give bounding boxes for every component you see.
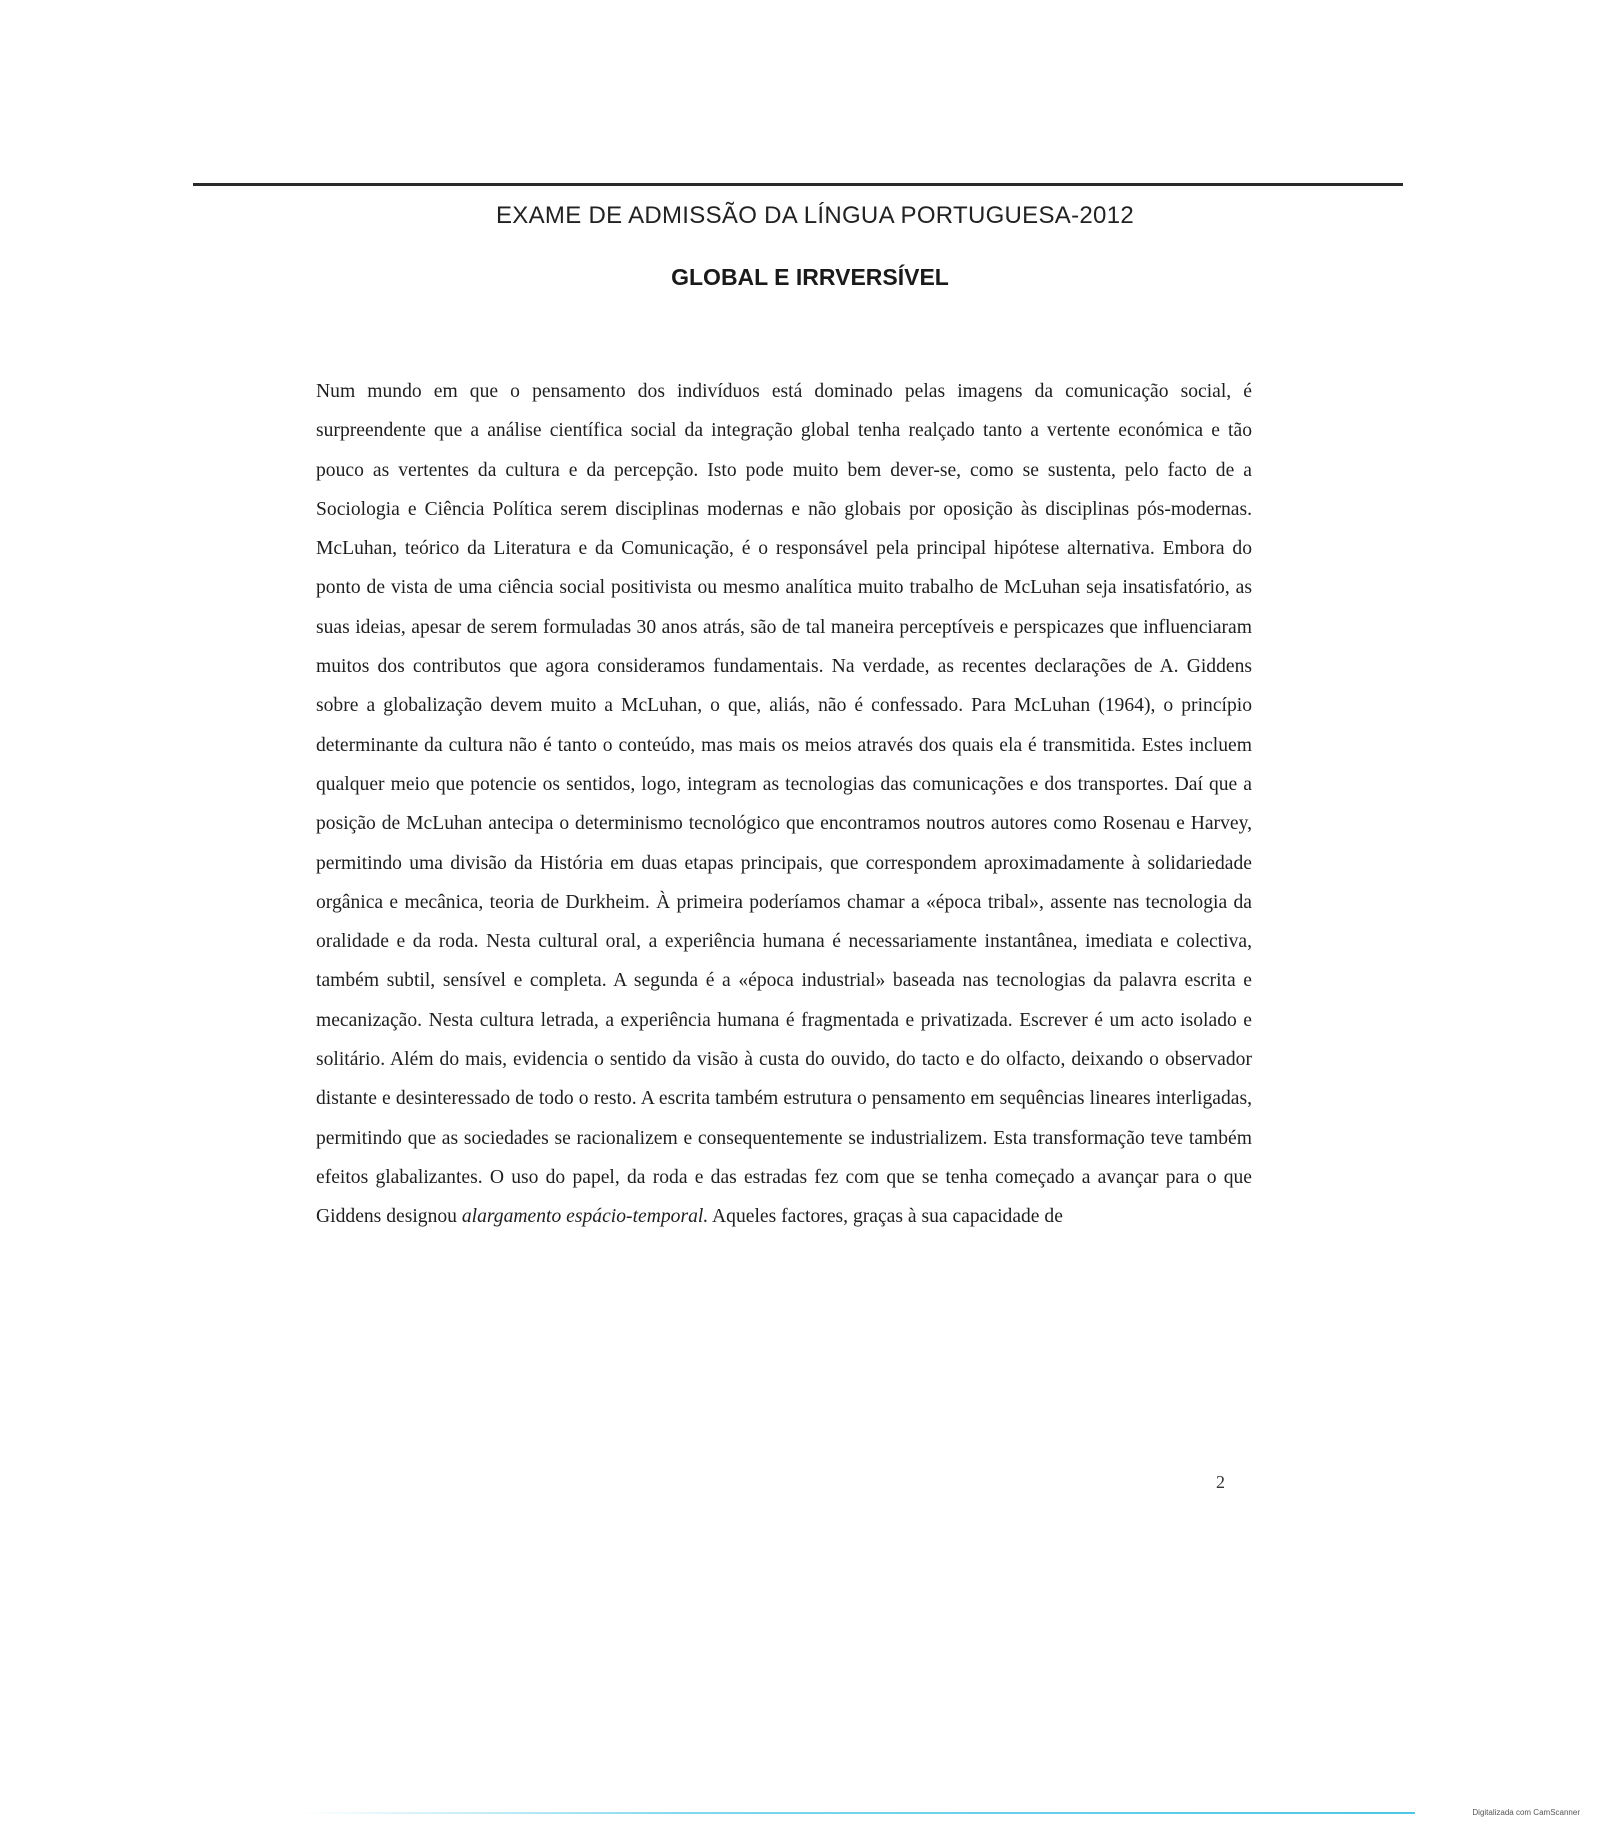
scanner-watermark: Digitalizada com CamScanner (1472, 1808, 1580, 1817)
exam-title: EXAME DE ADMISSÃO DA LÍNGUA PORTUGUESA-2012 (496, 202, 1134, 229)
body-text (316, 372, 1252, 1237)
italic-term: alargamento espácio-temporal. (461, 1206, 709, 1228)
page-number: 2 (1216, 1472, 1225, 1492)
body-paragraph (316, 372, 1252, 1237)
text-title: GLOBAL E IRRVERSÍVEL (671, 264, 949, 290)
body-paragraph-tail: Aqueles factores, graças à sua capacidade de (708, 1206, 1063, 1228)
scanner-footer-line (300, 1812, 1415, 1814)
body-paragraph-main: Num mundo em que o pensamento dos indivíduos está dominado pelas imagens da comunicação social, é surpreendente que a análise científica social da integração global tenha realçado tanto a vertente económica e tão pouco as vertentes da cultura e da percepção. Isto pode muito bem dever-se, como se sustenta, pelo facto de a Sociologia e Ciência Política serem disciplinas modernas e não globais por oposição às disciplinas pós-modernas. McLuhan, teórico da Literatura e da Comunicação, é o responsável pela principal hipótese alternativa. Embora do ponto de vista de uma ciência social positivista ou mesmo analítica muito trabalho de McLuhan seja insatisfatório, as suas ideias, apesar de serem formuladas 30 anos atrás, são de tal maneira perceptíveis e perspicazes que influenciaram muitos dos contributos que agora consideramos fundamentais. Na verdade, as recentes declarações de A. Giddens sobre a globalização devem muito a McLuhan, o que, aliás, não é confessado. Para McLuhan (1964), o princípio determinante da cultura não é tanto o conteúdo, mas mais os meios através dos quais ela é transmitida. Estes incluem qualquer meio que potencie os sentidos, logo, integram as tecnologias das comunicações e dos transportes. Daí que a posição de McLuhan antecipa o determinismo tecnológico que encontramos noutros autores como Rosenau e Harvey, permitindo uma divisão da História em duas etapas principais, que correspondem aproximadamente à solidariedade orgânica e mecânica, teoria de Durkheim. À primeira poderíamos chamar a «época tribal», assente nas tecnologia da oralidade e da roda. Nesta cultural oral, a experiência humana é necessariamente instantânea, imediata e colectiva, também subtil, sensível e completa. A segunda é a «época industrial» baseada nas tecnologias da palavra escrita e mecanização. Nesta cultura letrada, a experiência humana é fragmentada e privatizada. Escrever é um acto isolado e solitário. Além do mais, evidencia o sentido da visão à custa do ouvido, do tacto e do olfacto, deixando o observador distante e desinteressado de todo o resto. A escrita também estrutura o pensamento em sequências lineares interligadas, permitindo que as sociedades se racionalizem e consequentemente se industrializem. Esta transformação teve também efeitos glabalizantes. O uso do papel, da roda e das estradas fez com que se tenha começado a avançar para o que Giddens designou (316, 381, 1252, 1228)
header-rule (193, 183, 1403, 186)
